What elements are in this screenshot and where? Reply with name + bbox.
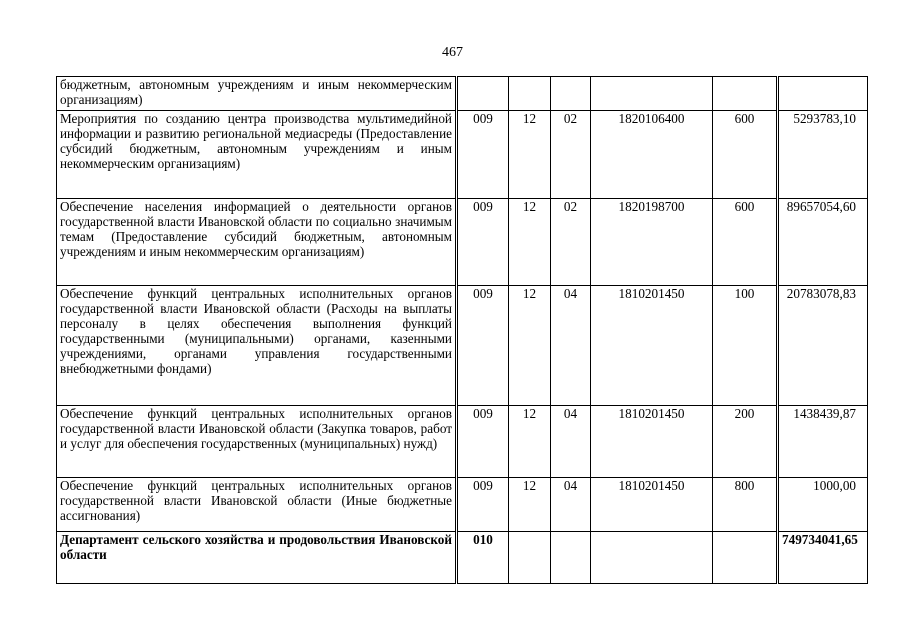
row-rz xyxy=(509,532,551,584)
row-csr: 1820198700 xyxy=(591,199,713,286)
row-csr xyxy=(591,532,713,584)
row-rz: 12 xyxy=(509,286,551,406)
row-grbs: 009 xyxy=(457,199,509,286)
row-name: Мероприятия по созданию центра производства мультимедийной информации и развитию региональной медиасреды (Предоставление субсидий бюджетным, автономным учреждениям и иным некоммерческим организациям) xyxy=(57,111,457,199)
row-rz xyxy=(509,77,551,111)
row-name: Обеспечение функций центральных исполнительных органов государственной власти Ивановской области (Расходы на выплаты персоналу в целях обеспечения выполнения функций государственными (муниципальными) органами, казенными учреждениями, органами управления государственными внебюджетными фондами) xyxy=(57,286,457,406)
row-name: Департамент сельского хозяйства и продовольствия Ивановской области xyxy=(57,532,457,584)
table-row xyxy=(57,478,868,532)
budget-table xyxy=(56,76,868,584)
row-sum: 89657054,60 xyxy=(778,199,868,286)
row-vr: 600 xyxy=(713,199,778,286)
row-grbs xyxy=(457,77,509,111)
row-pr xyxy=(551,77,591,111)
table-row xyxy=(57,111,868,199)
row-csr: 1810201450 xyxy=(591,406,713,478)
table-row xyxy=(57,77,868,111)
row-sum: 5293783,10 xyxy=(778,111,868,199)
row-pr: 02 xyxy=(551,199,591,286)
row-vr: 600 xyxy=(713,111,778,199)
row-pr xyxy=(551,532,591,584)
row-grbs: 009 xyxy=(457,111,509,199)
row-csr xyxy=(591,77,713,111)
row-vr: 200 xyxy=(713,406,778,478)
row-csr: 1810201450 xyxy=(591,286,713,406)
row-grbs: 009 xyxy=(457,406,509,478)
row-vr: 800 xyxy=(713,478,778,532)
row-pr: 04 xyxy=(551,286,591,406)
row-csr: 1820106400 xyxy=(591,111,713,199)
row-grbs: 010 xyxy=(457,532,509,584)
table-row xyxy=(57,406,868,478)
row-rz: 12 xyxy=(509,406,551,478)
row-pr: 02 xyxy=(551,111,591,199)
row-vr xyxy=(713,77,778,111)
table-row xyxy=(57,532,868,584)
row-sum: 749734041,65 xyxy=(778,532,868,584)
row-name: Обеспечение населения информацией о деятельности органов государственной власти Ивановской области по социально значимым темам (Предоставление субсидий бюджетным, автономным учреждениям и иным некоммерческим организациям) xyxy=(57,199,457,286)
page-number: 467 xyxy=(442,45,463,60)
row-name: Обеспечение функций центральных исполнительных органов государственной власти Ивановской области (Иные бюджетные ассигнования) xyxy=(57,478,457,532)
row-sum: 20783078,83 xyxy=(778,286,868,406)
row-rz: 12 xyxy=(509,199,551,286)
row-name: бюджетным, автономным учреждениям и иным некоммерческим организациям) xyxy=(57,77,457,111)
row-name: Обеспечение функций центральных исполнительных органов государственной власти Ивановской области (Закупка товаров, работ и услуг для обеспечения государственных (муниципальных) нужд) xyxy=(57,406,457,478)
row-pr: 04 xyxy=(551,478,591,532)
row-grbs: 009 xyxy=(457,286,509,406)
row-sum xyxy=(778,77,868,111)
row-csr: 1810201450 xyxy=(591,478,713,532)
row-grbs: 009 xyxy=(457,478,509,532)
table-row xyxy=(57,286,868,406)
row-sum: 1438439,87 xyxy=(778,406,868,478)
table-row xyxy=(57,199,868,286)
row-sum: 1000,00 xyxy=(778,478,868,532)
row-rz: 12 xyxy=(509,478,551,532)
row-pr: 04 xyxy=(551,406,591,478)
row-vr xyxy=(713,532,778,584)
row-vr: 100 xyxy=(713,286,778,406)
row-rz: 12 xyxy=(509,111,551,199)
